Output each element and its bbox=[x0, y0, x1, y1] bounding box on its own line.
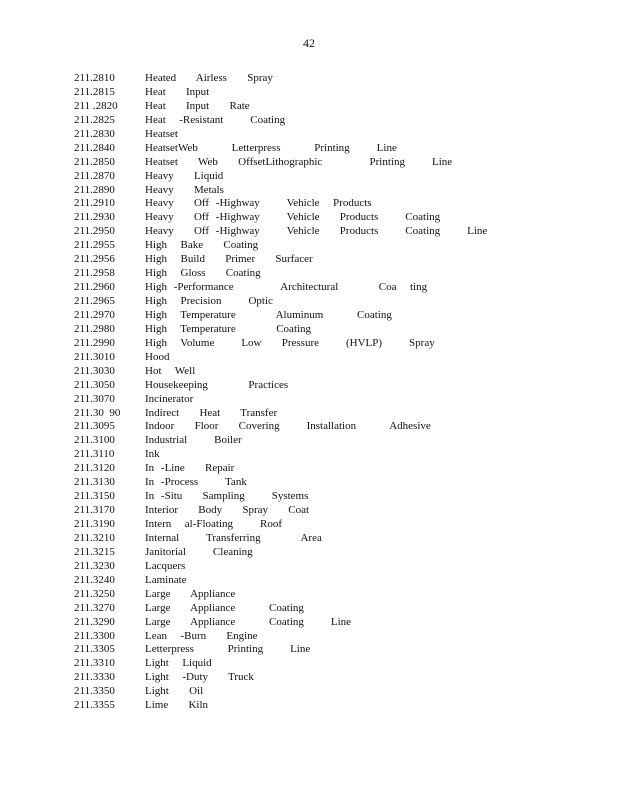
entry-term: High Build Primer Surfacer bbox=[145, 253, 313, 266]
entry-term: Laminate bbox=[145, 573, 187, 586]
entry-code: 211.2810 bbox=[74, 72, 115, 84]
index-entry bbox=[74, 239, 594, 253]
entry-term: Large Appliance bbox=[145, 587, 236, 600]
entry-code: 211.30 90 bbox=[74, 406, 121, 419]
entry-code: 211.2980 bbox=[74, 322, 115, 335]
entry-code: 211.2955 bbox=[74, 239, 115, 252]
entry-code: 211.3120 bbox=[74, 462, 115, 475]
entry-code: 211.3215 bbox=[74, 545, 115, 558]
entry-term: Letterpress Printing Line bbox=[145, 643, 311, 656]
entry-code: 211.2930 bbox=[74, 211, 115, 224]
entry-term: Heavy Off -Highway Vehicle Products Coating Line bbox=[145, 225, 488, 238]
index-entry bbox=[74, 518, 594, 532]
definition-index-list bbox=[74, 72, 594, 713]
index-entry bbox=[74, 114, 594, 128]
index-entry bbox=[74, 407, 594, 421]
entry-term: Light Oil bbox=[145, 685, 204, 698]
index-entry bbox=[74, 434, 594, 448]
page-number: 42 bbox=[303, 36, 315, 50]
entry-code: 211.3190 bbox=[74, 518, 115, 530]
index-entry bbox=[74, 86, 594, 100]
entry-code: 211.2970 bbox=[74, 308, 115, 321]
entry-code: 211.2825 bbox=[74, 113, 115, 126]
index-entry bbox=[74, 671, 594, 685]
entry-code: 211.3150 bbox=[74, 490, 115, 503]
entry-term: High Gloss Coating bbox=[145, 267, 261, 280]
entry-code: 211.3330 bbox=[74, 671, 115, 684]
entry-term: Heatset bbox=[145, 127, 178, 140]
index-entry bbox=[74, 156, 594, 170]
index-entry bbox=[74, 170, 594, 184]
entry-term: Hot Well bbox=[145, 364, 196, 377]
entry-term: High Volume Low Pressure (HVLP) Spray bbox=[145, 336, 435, 349]
entry-code: 211.2850 bbox=[74, 155, 115, 168]
entry-term: Hood bbox=[145, 350, 170, 363]
index-entry bbox=[74, 546, 594, 560]
index-entry bbox=[74, 128, 594, 142]
entry-term: High -Performance Architectural Coa ting bbox=[145, 281, 428, 294]
index-entry bbox=[74, 253, 594, 267]
entry-code: 211.2890 bbox=[74, 183, 115, 196]
entry-term: High Bake Coating bbox=[145, 239, 259, 252]
entry-term: Heated Airless Spray bbox=[145, 72, 273, 84]
index-entry bbox=[74, 225, 594, 239]
entry-term: Indoor Floor Covering Installation Adhesive bbox=[145, 420, 431, 433]
entry-term: Heat -Resistant Coating bbox=[145, 113, 286, 126]
entry-code: 211 .2820 bbox=[74, 99, 118, 112]
index-entry bbox=[74, 532, 594, 546]
entry-code: 211.2815 bbox=[74, 85, 115, 98]
index-entry bbox=[74, 267, 594, 281]
index-entry bbox=[74, 72, 594, 86]
entry-term: High Temperature Coating bbox=[145, 322, 312, 335]
index-entry bbox=[74, 420, 594, 434]
entry-term: Light Liquid bbox=[145, 657, 212, 670]
entry-term: Incinerator bbox=[145, 392, 194, 405]
entry-code: 211.3070 bbox=[74, 392, 115, 405]
entry-term: Heatset Web OffsetLithographic Printing Line bbox=[145, 155, 453, 168]
index-entry bbox=[74, 351, 594, 365]
index-entry bbox=[74, 448, 594, 462]
entry-code: 211.3230 bbox=[74, 559, 115, 572]
entry-code: 211.3110 bbox=[74, 448, 115, 461]
index-entry bbox=[74, 281, 594, 295]
entry-term: Industrial Boiler bbox=[145, 434, 242, 447]
entry-code: 211.2950 bbox=[74, 225, 115, 238]
entry-code: 211.2960 bbox=[74, 281, 115, 294]
entry-code: 211.3050 bbox=[74, 378, 115, 391]
index-entry bbox=[74, 602, 594, 616]
index-entry bbox=[74, 504, 594, 518]
entry-term: Heavy Liquid bbox=[145, 169, 224, 182]
entry-term: Lean -Burn Engine bbox=[145, 629, 258, 642]
entry-code: 211.3350 bbox=[74, 685, 115, 698]
entry-term: Interior Body Spray Coat bbox=[145, 504, 310, 517]
entry-term: Light -Duty Truck bbox=[145, 671, 254, 684]
index-entry bbox=[74, 588, 594, 602]
entry-code: 211.2956 bbox=[74, 253, 115, 266]
entry-code: 211.3355 bbox=[74, 699, 115, 712]
index-entry bbox=[74, 393, 594, 407]
index-entry bbox=[74, 574, 594, 588]
index-entry bbox=[74, 490, 594, 504]
entry-code: 211.3250 bbox=[74, 587, 115, 600]
entry-code: 211.3030 bbox=[74, 364, 115, 377]
index-entry bbox=[74, 616, 594, 630]
index-entry bbox=[74, 337, 594, 351]
entry-code: 211.3300 bbox=[74, 629, 115, 642]
index-entry bbox=[74, 323, 594, 337]
entry-code: 211.3270 bbox=[74, 601, 115, 614]
entry-term: HeatsetWeb Letterpress Printing Line bbox=[145, 141, 397, 154]
entry-code: 211.3010 bbox=[74, 350, 115, 363]
index-entry bbox=[74, 211, 594, 225]
entry-term: In -Situ Sampling Systems bbox=[145, 490, 309, 503]
entry-code: 211.2870 bbox=[74, 169, 115, 182]
entry-term: Heavy Metals bbox=[145, 183, 224, 196]
entry-code: 211.2910 bbox=[74, 197, 115, 210]
entry-term: Intern al-Floating Roof bbox=[145, 518, 283, 530]
index-entry bbox=[74, 184, 594, 198]
index-entry bbox=[74, 685, 594, 699]
index-entry bbox=[74, 462, 594, 476]
entry-code: 211.3130 bbox=[74, 476, 115, 489]
entry-code: 211.3100 bbox=[74, 434, 115, 447]
entry-term: Heat Input bbox=[145, 85, 210, 98]
entry-term: High Temperature Aluminum Coating bbox=[145, 308, 392, 321]
entry-code: 211.3305 bbox=[74, 643, 115, 656]
entry-term: Large Appliance Coating Line bbox=[145, 615, 352, 628]
entry-term: Lime Kiln bbox=[145, 699, 209, 712]
entry-code: 211.3210 bbox=[74, 531, 115, 544]
index-entry bbox=[74, 100, 594, 114]
entry-term: Ink bbox=[145, 448, 160, 461]
entry-term: In -Line Repair bbox=[145, 462, 235, 475]
entry-term: Janitorial Cleaning bbox=[145, 545, 253, 558]
index-entry bbox=[74, 630, 594, 644]
index-entry bbox=[74, 560, 594, 574]
entry-term: Heavy Off -Highway Vehicle Products bbox=[145, 197, 372, 210]
entry-term: Large Appliance Coating bbox=[145, 601, 304, 614]
entry-term: Internal Transferring Area bbox=[145, 531, 322, 544]
index-entry bbox=[74, 309, 594, 323]
index-entry bbox=[74, 197, 594, 211]
entry-code: 211.3310 bbox=[74, 657, 115, 670]
entry-term: In -Process Tank bbox=[145, 476, 247, 489]
entry-term: High Precision Optic bbox=[145, 295, 273, 307]
entry-term: Lacquers bbox=[145, 559, 186, 572]
entry-term: Housekeeping Practices bbox=[145, 378, 289, 391]
index-entry bbox=[74, 643, 594, 657]
entry-code: 211.3290 bbox=[74, 615, 115, 628]
index-entry bbox=[74, 365, 594, 379]
entry-code: 211.3095 bbox=[74, 420, 115, 433]
entry-code: 211.2990 bbox=[74, 336, 115, 349]
entry-code: 211.2958 bbox=[74, 267, 115, 280]
index-entry bbox=[74, 295, 594, 309]
index-entry bbox=[74, 657, 594, 671]
index-entry bbox=[74, 379, 594, 393]
entry-code: 211.3170 bbox=[74, 504, 115, 517]
entry-term: Indirect Heat Transfer bbox=[145, 406, 278, 419]
index-entry bbox=[74, 699, 594, 713]
entry-code: 211.2965 bbox=[74, 295, 115, 307]
entry-term: Heavy Off -Highway Vehicle Products Coating bbox=[145, 211, 441, 224]
entry-code: 211.2840 bbox=[74, 141, 115, 154]
entry-term: Heat Input Rate bbox=[145, 99, 250, 112]
entry-code: 211.2830 bbox=[74, 127, 115, 140]
index-entry bbox=[74, 476, 594, 490]
entry-code: 211.3240 bbox=[74, 573, 115, 586]
index-entry bbox=[74, 142, 594, 156]
